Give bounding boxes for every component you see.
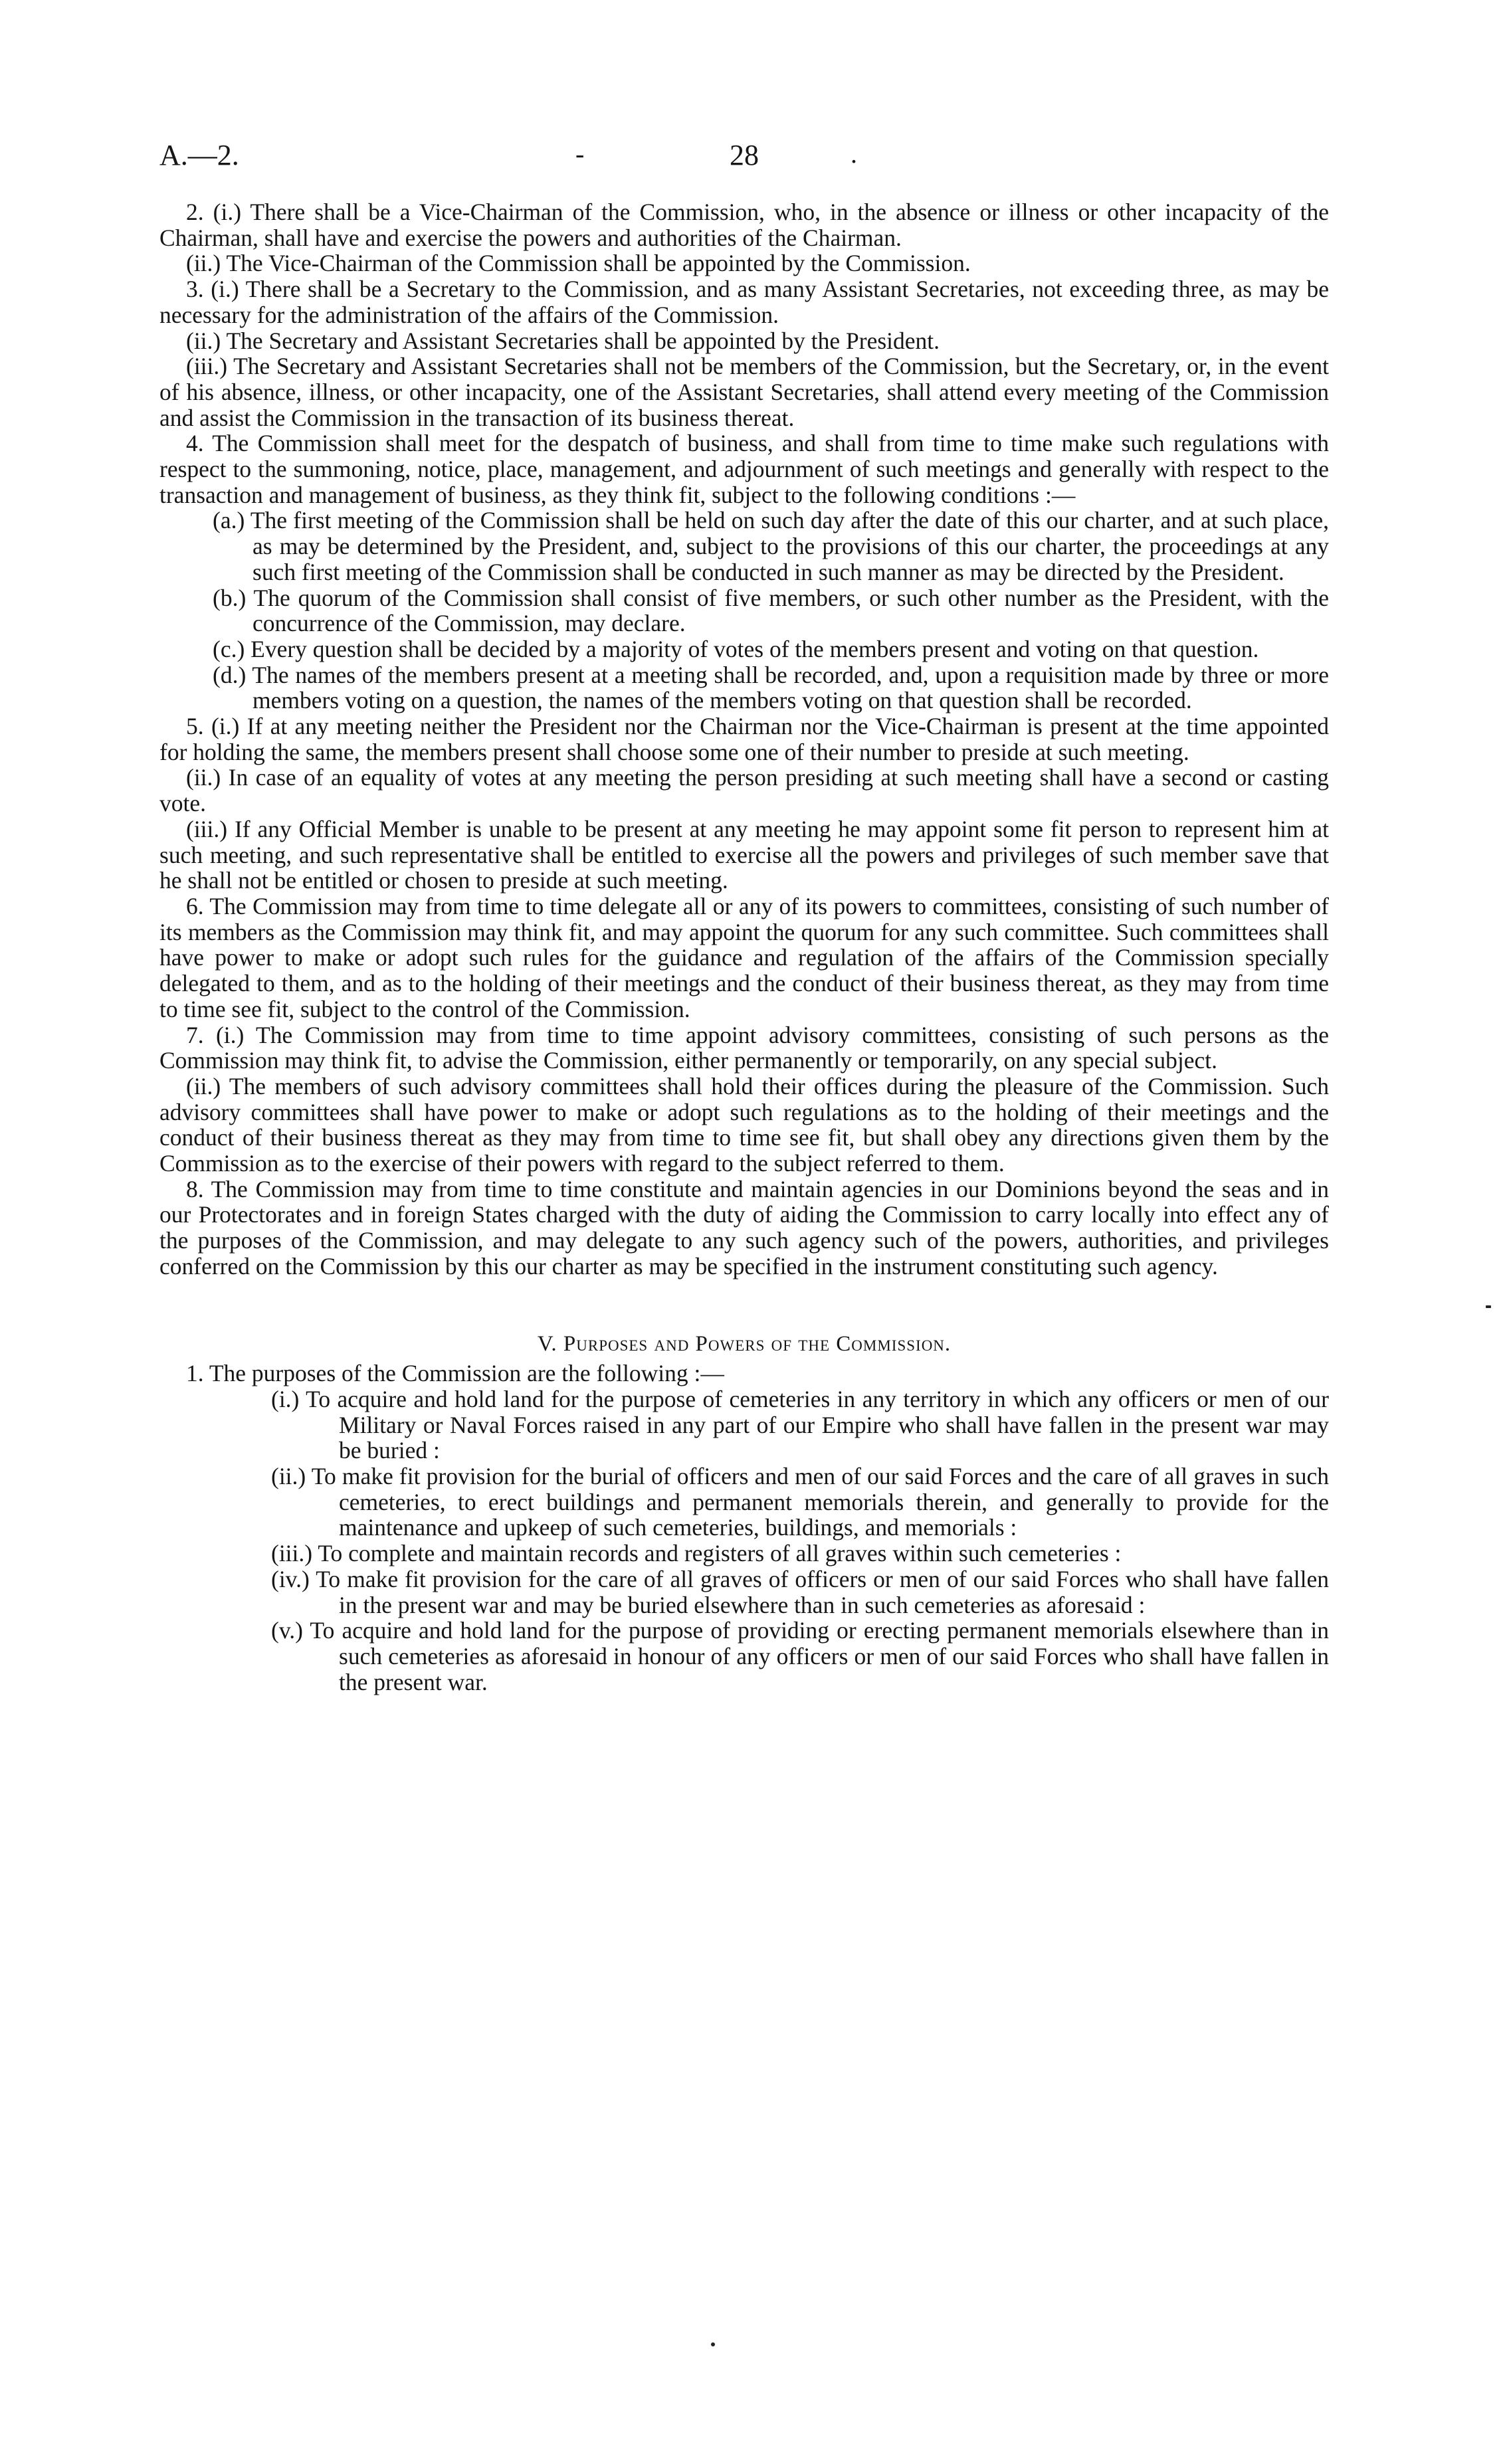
page-header: [159, 138, 1356, 178]
paragraph-2-i: 2. (i.) There shall be a Vice-Chairman of the Commission, who, in the absence or illness or other incapacity of the Chairman, shall have and exercise the powers and authorities of the Chairman.: [159, 199, 1329, 251]
purpose-item-ii: (ii.) To make fit provision for the burial of officers and men of our said Forces and the care of all graves in such cemeteries, to erect buildings and permanent memorials therein, and generally to provide for the maintenance and upkeep of such cemeteries, buildings, and memorials :: [271, 1463, 1329, 1541]
paragraph-3-i: 3. (i.) There shall be a Secretary to the Commission, and as many Assistant Secretaries, not exceeding three, as may be necessary for the administration of the affairs of the Commission.: [159, 276, 1329, 328]
purpose-item-v: (v.) To acquire and hold land for the purpose of providing or erecting permanent memorials elsewhere than in such cemeteries as aforesaid in honour of any officers or men of our said Forces who shall have fallen in the present war.: [271, 1617, 1329, 1695]
document-reference: A.—2.: [159, 139, 239, 171]
print-speck: [711, 2342, 715, 2346]
paragraph-7-i: 7. (i.) The Commission may from time to time appoint advisory committees, consisting of such persons as the Commission may think fit, to advise the Commission, either permanently or temporarily, on any special subject.: [159, 1021, 1329, 1074]
section-intro: 1. The purposes of the Commission are the following :—: [186, 1360, 724, 1387]
section-heading: V. Purposes and Powers of the Commission.: [537, 1331, 952, 1356]
condition-a: (a.) The first meeting of the Commission shall be held on such day after the date of this our charter, and at such place, as may be determined by the President, and, subject to the provisions of this our charter, the proceedings at any such first meeting of the Commission shall be conducted in such manner as may be directed by the President.: [213, 507, 1329, 585]
purpose-item-i: (i.) To acquire and hold land for the purpose of cemeteries in any territory in which any officers or men of our Military or Naval Forces raised in any part of our Empire who shall have fallen in the present war may be buried :: [271, 1385, 1329, 1464]
paragraph-7-ii: (ii.) The members of such advisory committees shall hold their offices during the pleasure of the Commission. Such advisory committees shall have power to make or adopt such regulations as to the holding of their meetings and the conduct of their business thereat as they may from time to time see fit, but shall obey any directions given them by the Commission as to the exercise of their powers with regard to the subject referred to them.: [159, 1072, 1329, 1177]
header-mark-right: .: [851, 139, 857, 169]
paragraph-3-ii: (ii.) The Secretary and Assistant Secretaries shall be appointed by the President.: [186, 327, 940, 354]
paragraph-6: 6. The Commission may from time to time delegate all or any of its powers to committees, consisting of such number of its members as the Commission may think fit, and may appoint the quorum for any such committee. Such committees shall have power to make or adopt such rules for the guidance and regulation of the affairs of the Commission specially delegated to them, and as to the holding of their meetings and the conduct of their business thereat, as they may from time to time see fit, subject to the control of the Commission.: [159, 892, 1329, 1022]
condition-b: (b.) The quorum of the Commission shall consist of five members, or such other number as the President, with the concurrence of the Commission, may declare.: [213, 584, 1329, 637]
page-number: 28: [730, 139, 759, 171]
condition-c: (c.) Every question shall be decided by a majority of votes of the members present and voting on that question.: [213, 635, 1259, 662]
condition-d: (d.) The names of the members present at a meeting shall be recorded, and, upon a requisition made by three or more members voting on a question, the names of the members voting on that question shall be recorded.: [213, 661, 1329, 714]
margin-mark: [1486, 1305, 1491, 1308]
header-mark-left: -: [575, 139, 585, 169]
paragraph-5-iii: (iii.) If any Official Member is unable to be present at any meeting he may appoint some fit person to represent him at such meeting, and such representative shall be entitled to exercise all the powers and privileges of such member save that he shall not be entitled or chosen to preside at such meeting.: [159, 815, 1329, 894]
document-body: [159, 199, 1329, 1695]
purpose-item-iv: (iv.) To make fit provision for the care of all graves of officers or men of our said Forces who shall have fallen in the present war and may be buried elsewhere than in such cemeteries as aforesaid :: [271, 1565, 1329, 1618]
paragraph-3-iii: (iii.) The Secretary and Assistant Secretaries shall not be members of the Commission, but the Secretary, or, in the event of his absence, illness, or other incapacity, one of the Assistant Secretaries, shall attend every meeting of the Commission and assist the Commission in the transaction of its business thereat.: [159, 353, 1329, 431]
paragraph-8: 8. The Commission may from time to time constitute and maintain agencies in our Dominions beyond the seas and in our Protectorates and in foreign States charged with the duty of aiding the Commission to carry locally into effect any of the purposes of the Commission, and may delegate to any such agency such of the powers, authorities, and privileges conferred on the Commission by this our charter as may be specified in the instrument constituting such agency.: [159, 1175, 1329, 1279]
paragraph-2-ii: (ii.) The Vice-Chairman of the Commission shall be appointed by the Commission.: [186, 250, 971, 277]
paragraph-5-i: 5. (i.) If at any meeting neither the President nor the Chairman nor the Vice-Chairman is present at the time appointed for holding the same, the members present shall choose some one of their number to preside at such meeting.: [159, 713, 1329, 765]
paragraph-5-ii: (ii.) In case of an equality of votes at any meeting the person presiding at such meeting shall have a second or casting vote.: [159, 764, 1329, 817]
paragraph-4: 4. The Commission shall meet for the despatch of business, and shall from time to time make such regulations with respect to the summoning, notice, place, management, and adjournment of such meetings and generally with respect to the transaction and management of business, as they think fit, subject to the following conditions :—: [159, 430, 1329, 508]
purpose-item-iii: (iii.) To complete and maintain records and registers of all graves within such cemeteries :: [271, 1540, 1122, 1567]
